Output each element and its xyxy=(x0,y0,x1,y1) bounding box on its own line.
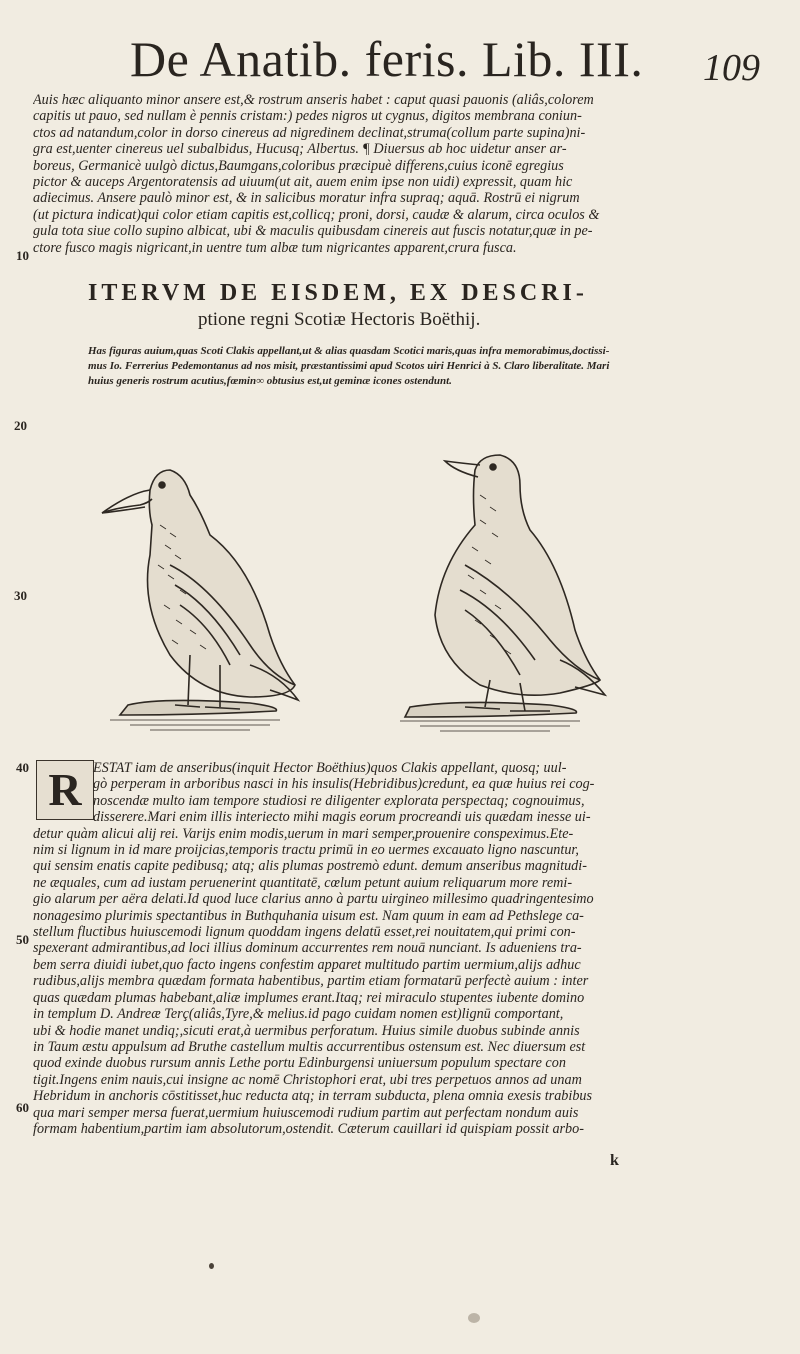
line-number-30: 30 xyxy=(14,588,27,603)
text-line: bem serra diuidi iubet,quo facto ingens confestim apparet multitudo partim uermium,alijs adhuc xyxy=(33,956,581,973)
text-line: adiecimus. Ansere paulò minor est, & in salicibus moratur infra supraq; aquā. Rostrū ei nigrum xyxy=(33,190,580,207)
text-line: qua mari semper mersa fuerat,uermium huiuscemodi rudium partim aut perfectam nondum auis xyxy=(33,1104,579,1121)
main-paragraph xyxy=(33,760,655,1137)
text-line: gio alarum per aëra delati.Id quod luce clarius anno à partu uirgineo millesimo quadringentesimo xyxy=(33,891,594,908)
text-line: pictor & auceps Argentoratensis ad uiuum(ut ait, auem enim ipse non uidi) expressit, quam hic xyxy=(33,174,573,191)
line-number-50: 50 xyxy=(16,932,29,947)
text-line: quas quædam plumas habebant,aliæ implumes erant.Itaq; rei miraculo stupentes iubente domino xyxy=(33,989,585,1006)
caption-line: huius generis rostrum acutius,fœmin∞ obtusius est,ut geminæ icones ostendunt. xyxy=(88,375,452,387)
signature-mark: k xyxy=(610,1152,619,1169)
text-line: boreus, Germanicè uulgò dictus,Baumgans,coloribus præcipuè differens,cuius iconē egregius xyxy=(33,157,564,174)
text-line: disserere.Mari enim illis interiecto mihi magis eorum procreandi uis quædam inesse ui- xyxy=(93,809,591,826)
section-heading-line-1: ITERVM DE EISDEM, EX DESCRI- xyxy=(88,280,588,306)
text-line: formam habentium,partim iam absolutorum,ostendit. Cæterum cauillari id quispiam possit arbo- xyxy=(33,1120,584,1137)
drop-cap-letter: R xyxy=(48,764,82,815)
figure-caption xyxy=(88,344,648,389)
text-line: spexerant admirantibus,ad loci illius dominum accurrentes rem nouā nunciant. Is adueniens tra- xyxy=(33,940,582,957)
text-line: ubi & hodie manet undiq;,sicuti erat,à uermibus perforatum. Huius simile duobus subinde annis xyxy=(33,1022,580,1039)
section-heading xyxy=(88,280,618,331)
text-line: ESTAT iam de anseribus(inquit Hector Boëthius)quos Clakis appellant, quosq; uul- xyxy=(93,760,567,776)
text-line: stellum fluctibus huiuscemodi lignum quoddam ingens delatū esset,rei nouitatem,qui primi con- xyxy=(33,924,576,941)
line-number-10: 10 xyxy=(16,248,29,263)
section-heading-line-2: ptione regni Scotiæ Hectoris Boëthij. xyxy=(198,309,481,330)
goose-woodcut-illustration xyxy=(80,415,640,745)
text-line: Hebridum in anchoris cōstitisset,huc reducta atq; in terram subducta, plena omnia exesis trabibus xyxy=(33,1088,593,1105)
page-header xyxy=(130,30,760,90)
text-line: (ut pictura indicat)qui color etiam capitis est,collicq; proni, dorsi, caudæ & alarum, circa oculos & xyxy=(33,206,600,223)
page-number: 109 xyxy=(703,47,760,89)
text-line: tigit.Ingens enim nauis,cui insigne ac nomē Christophori erat, ubi tres perpetuos annos ad unam xyxy=(33,1071,582,1088)
text-line: noscendæ multo iam tempore studiosi re diligenter explorata perspectaq; cognouimus, xyxy=(93,792,585,809)
text-line: ctore fusco magis nigricant,in uentre tum albæ tum nigricantes apparent,crura fusca. xyxy=(33,239,517,256)
right-goose-figure xyxy=(400,455,605,731)
text-line: ctos ad natandum,color in dorso cinereus ad nigredinem declinat,struma(collum parte supina)ni- xyxy=(33,124,586,141)
text-line: in templum D. Andreæ Terç(aliâs,Tyre,& melius.id pago cuidam nomen est)lignū comportant, xyxy=(33,1006,564,1023)
text-line: gò perperam in arboribus nasci in his insulis(Hebridibus)credunt, ea quæ huius rei cog- xyxy=(93,776,595,793)
ink-dot xyxy=(209,1263,214,1269)
line-number-40: 40 xyxy=(16,760,29,775)
caption-line: Has figuras auium,quas Scoti Clakis appellant,ut & alias quasdam Scotici maris,quas infra memorabimus,doctissi- xyxy=(88,345,610,357)
text-line: rudibus,alijs membra quædam formata habentibus, partim etiam formatarū perfectè auium : inter xyxy=(33,973,589,990)
left-goose-figure xyxy=(102,470,298,730)
caption-line: mus Io. Ferrerius Pedemontanus ad nos misit, præstantissimi apud Scotos uiri Henrici à S. Claro liberalitate. Mari xyxy=(88,360,610,372)
text-line: nim si lignum in id mare proijcias,temporis tractu primū in eo uermes excauato ligno nascuntur, xyxy=(33,842,579,859)
line-number-20: 20 xyxy=(14,418,27,433)
text-line: qui sensim enatis capite pedibusq; atq; alis plumas postremò edunt. demum anseribus magnitudi- xyxy=(33,858,587,875)
text-line: in Taum æstu appulsum ad Bruthe castellum multis accurrentibus ostensum est. Nec diuersum est xyxy=(33,1038,586,1055)
line-number-60: 60 xyxy=(16,1100,29,1115)
running-title: De Anatib. feris. Lib. III. xyxy=(130,31,644,87)
top-paragraph xyxy=(33,92,655,256)
text-line: Auis hæc aliquanto minor ansere est,& rostrum anseris habet : caput quasi pauonis (aliâs,colorem xyxy=(33,92,594,108)
text-line: capitis ut pauo, sed nullam è pennis cristam:) pedes nigros ut cygnus, digitos membrana coniun- xyxy=(33,108,582,125)
text-line: nonagesimo plurimis spectantibus in Buthquhania uisum est. Nam quum in eam ad Pethslege ca- xyxy=(33,907,584,924)
paper-stain xyxy=(468,1313,480,1323)
text-line: detur quàm alicui alij rei. Varijs enim modis,uerum in mari semper,prouenire conspeximus.Ete- xyxy=(33,825,574,842)
text-line: ne æquales, cum ad iustam peruenerint quantitatē, cœlum petunt auium reliquarum more remi- xyxy=(33,874,573,891)
text-line: gra est,uenter cinereus uel subalbidus, Hucusq; Albertus. ¶ Diuersus ab hoc uidetur anser ar- xyxy=(33,141,567,158)
text-line: quod exinde duobus rursum annis Lethe portu Edinburgensi uniuersum populum spectare con xyxy=(33,1055,566,1072)
text-line: gula tota siue collo supino albicat, ubi & maculis quibusdam cinereis aut fuscis notatur,quæ in pe- xyxy=(33,223,593,240)
